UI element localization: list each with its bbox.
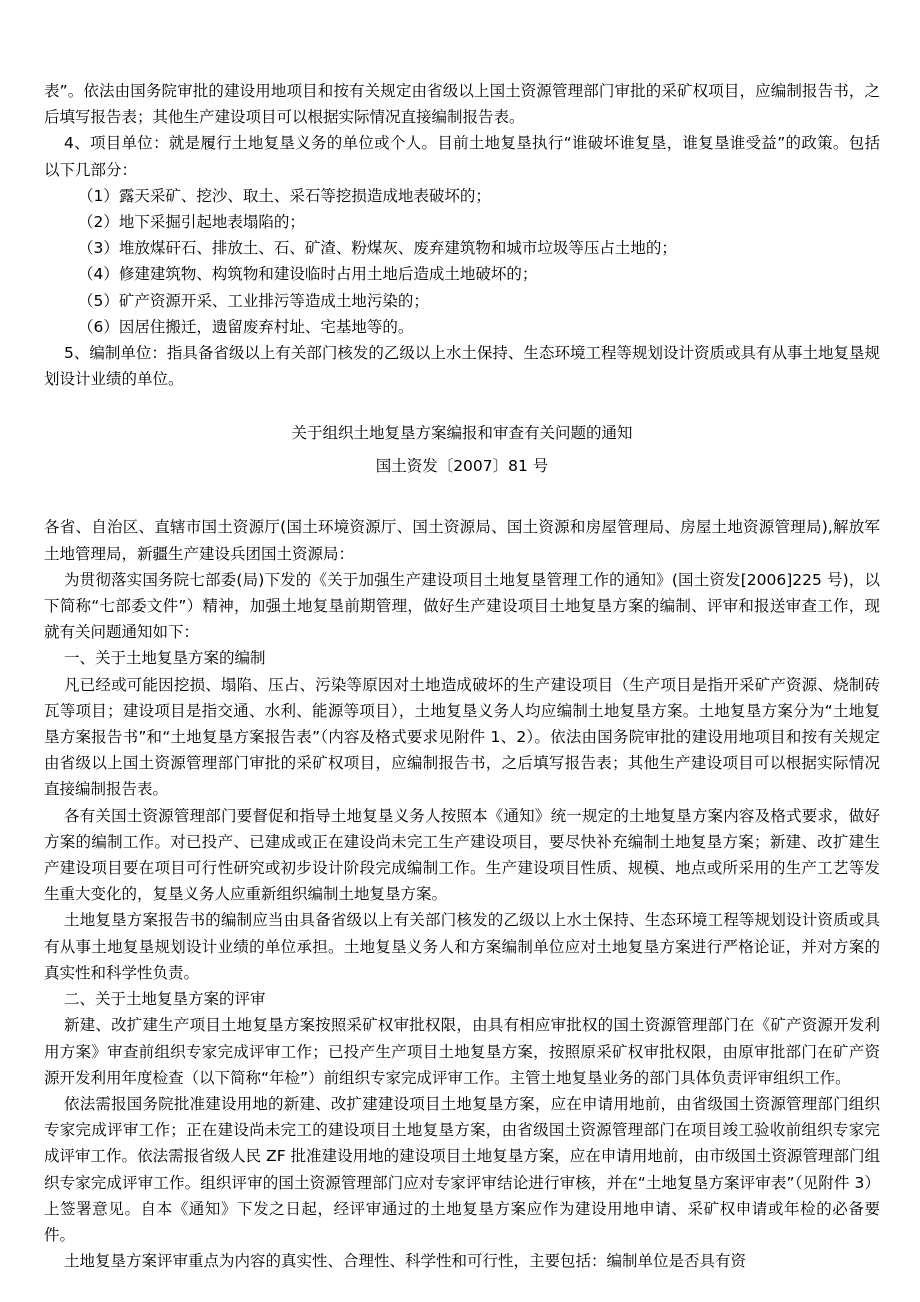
section-heading-review: 二、关于土地复垦方案的评审 [64, 990, 266, 1009]
notice-intro: 为贯彻落实国务院七部委(局)下发的《关于加强生产建设项目土地复垦管理工作的通知》(国土资发[2006]225 号)，以下简称“七部委文件”）精神，加强土地复垦前期管理，做好生产建设项目土地复垦方案的编制、评审和报送审查工作，现就有关问题通知如下： [44, 570, 880, 642]
list-item: （4）修建建筑物、构筑物和建设临时占用土地后造成土地破坏的； [78, 265, 538, 284]
list-item: （2）地下采掘引起地表塌陷的； [78, 213, 305, 232]
section-1-paragraph: 凡已经或可能因挖损、塌陷、压占、污染等原因对土地造成破坏的生产建设项目（生产项目是指开采矿产资源、烧制砖瓦等项目；建设项目是指交通、水利、能源等项目），土地复垦义务人均应编制土地复垦方案。土地复垦方案分为“土地复垦方案报告书”和“土地复垦方案报告表”（内容及格式要求见附件 1、2）。依法由国务院审批的建设用地项目和按有关规定由省级以上国土资源管理部门审批的采矿权项目，应编制报告书，之后填写报告表；其他生产建设项目可以根据实际情况直接编制报告表。 [44, 675, 880, 799]
section-2-paragraph: 新建、改扩建生产项目土地复垦方案按照采矿权审批权限，由具有相应审批权的国土资源管理部门在《矿产资源开发利用方案》审查前组织专家完成评审工作；已投产生产项目土地复垦方案，按照原采矿权审批权限，由原审批部门在矿产资源开发利用年度检查（以下简称“年检”）前组织专家完成评审工作。主管土地复垦业务的部门具体负责评审组织工作。 [44, 1016, 880, 1087]
list-item: （5）矿产资源开采、工业排污等造成土地污染的； [78, 291, 429, 310]
paragraph-project-unit: 4、项目单位：就是履行土地复垦义务的单位或个人。目前土地复垦执行“谁破坏谁复垦，谁复垦谁受益”的政策。包括以下几部分： [44, 134, 880, 179]
notice-title: 关于组织土地复垦方案编报和审查有关问题的通知 [291, 424, 633, 443]
paragraph-continuation: 表”。依法由国务院审批的建设用地项目和按有关规定由省级以上国土资源管理部门审批的采矿权项目，应编制报告书，之后填写报告表；其他生产建设项目可以根据实际情况直接编制报告表。 [44, 82, 880, 127]
notice-document-number: 国土资发〔2007〕81 号 [375, 457, 549, 476]
list-item: （1）露天采矿、挖沙、取土、采石等挖损造成地表破坏的； [78, 186, 491, 205]
list-item: （6）因居住搬迁，遗留废弃村址、宅基地等的。 [78, 317, 414, 336]
section-1-paragraph: 各有关国土资源管理部门要督促和指导土地复垦义务人按照本《通知》统一规定的土地复垦方案内容及格式要求，做好方案的编制工作。对已投产、已建成或正在建设尚未完工生产建设项目，要尽快补充编制土地复垦方案；新建、改扩建生产建设项目要在项目可行性研究或初步设计阶段完成编制工作。生产建设项目性质、规模、地点或所采用的生产工艺等发生重大变化的，复垦义务人应重新组织编制土地复垦方案。 [44, 806, 880, 904]
spacer [44, 483, 880, 514]
spacer [44, 392, 880, 417]
section-2-paragraph: 依法需报国务院批准建设用地的新建、改扩建建设项目土地复垦方案，应在申请用地前，由省级国土资源管理部门组织专家完成评审工作；正在建设尚未完工的建设项目土地复垦方案，由省级国土资源管理部门在项目竣工验收前组织专家完成评审工作。依法需报省级人民 ZF 批准建设用地的建设项目土地复垦方案，应在申请用地前，由市级国土资源管理部门组织专家完成评审工作。组织评审的国土资源管理部门应对专家评审结论进行审核，并在“土地复垦方案评审表”（见附件 3）上签署意见。自本《通知》下发之日起，经评审通过的土地复垦方案应作为建设用地申请、采矿权申请或年检的必备要件。 [44, 1094, 880, 1244]
section-1-paragraph: 土地复垦方案报告书的编制应当由具备省级以上有关部门核发的乙级以上水土保持、生态环境工程等规划设计资质或具有从事土地复垦规划设计业绩的单位承担。土地复垦义务人和方案编制单位应对土地复垦方案进行严格论证，并对方案的真实性和科学性负责。 [44, 911, 880, 982]
section-2-paragraph: 土地复垦方案评审重点为内容的真实性、合理性、科学性和可行性，主要包括：编制单位是否具有资 [64, 1252, 747, 1271]
paragraph-compiling-unit: 5、编制单位：指具备省级以上有关部门核发的乙级以上水土保持、生态环境工程等规划设计资质或具有从事土地复垦规划设计业绩的单位。 [44, 344, 880, 389]
notice-addressee: 各省、自治区、直辖市国土资源厅(国土环境资源厅、国土资源局、国土资源和房屋管理局、房屋土地资源管理局),解放军土地管理局，新疆生产建设兵团国土资源局： [44, 518, 880, 563]
list-item: （3）堆放煤矸石、排放土、石、矿渣、粉煤灰、废弃建筑物和城市垃圾等压占土地的； [78, 239, 677, 258]
section-heading-compilation: 一、关于土地复垦方案的编制 [64, 649, 266, 668]
